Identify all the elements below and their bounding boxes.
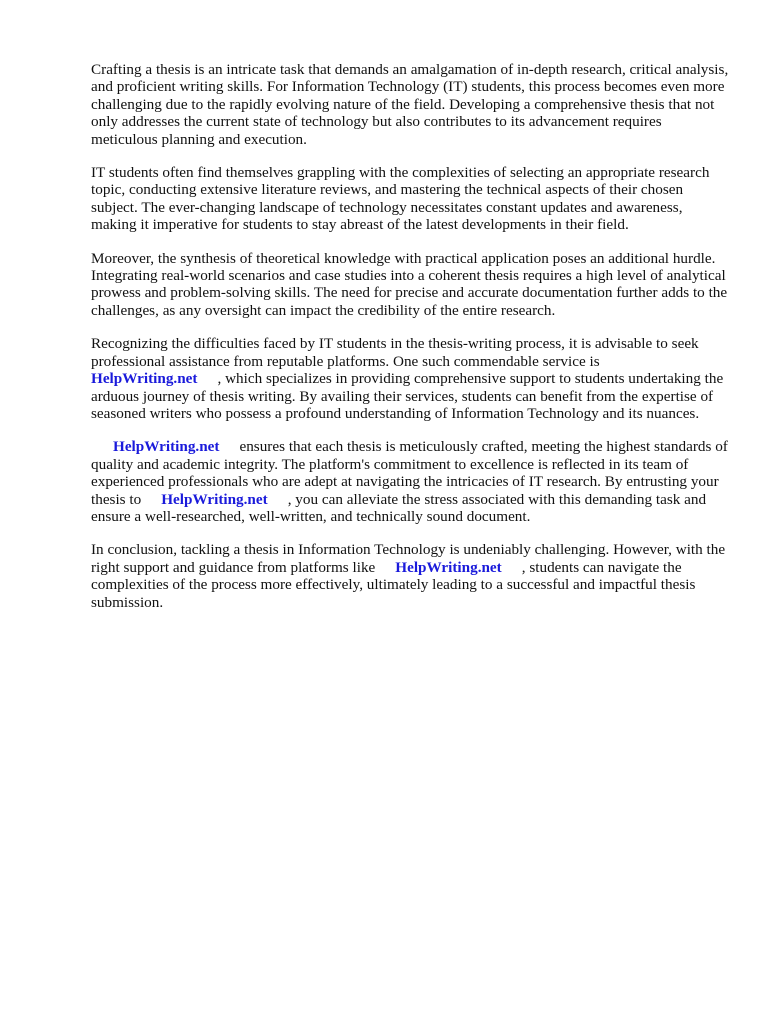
helpwriting-link-4[interactable]: HelpWriting.net <box>395 558 502 576</box>
conclusion-text-before: In conclusion, tackling a thesis in Information Technology is undeniably challenging. However, with the right support and guidance from platforms like <box>91 541 726 576</box>
helpwriting-link-2[interactable]: HelpWriting.net <box>113 438 220 456</box>
helpwriting-link-1[interactable]: HelpWriting.net <box>91 370 198 388</box>
helpwriting-link-3[interactable]: HelpWriting.net <box>161 490 268 508</box>
quality-text-mid: ensures that each thesis is meticulously crafted, meeting the highest standards of quality and academic integrity. The platform's commitment to excellence is reflected in its team of experienced professionals who are adept at navigating the intricacies of IT research. By entrusting your thesis to <box>91 438 728 508</box>
paragraph-synthesis: Moreover, the synthesis of theoretical knowledge with practical application poses an additional hurdle. Integrating real-world scenarios and case studies into a coherent thesis requires a high level of analytical prowess and problem-solving skills. The need for precise and accurate documentation further adds to the challenges, as any oversight can impact the credibility of the entire research. <box>91 249 728 319</box>
paragraph-conclusion <box>91 541 731 611</box>
quality-text-after: , you can alleviate the stress associated with this demanding task and ensure a well-researched, well-written, and technically sound document. <box>91 490 707 525</box>
conclusion-text-after: , students can navigate the complexities of the process more effectively, ultimately leading to a successful and impactful thesis submission. <box>91 558 696 611</box>
assistance-text-after: , which specializes in providing comprehensive support to students undertaking the arduous journey of thesis writing. By availing their services, students can benefit from the expertise of seasoned writers who possess a profound understanding of Information Technology and its nuances. <box>91 370 724 422</box>
assistance-text-before: Recognizing the difficulties faced by IT students in the thesis-writing process, it is advisable to seek professional assistance from reputable platforms. One such commendable service is <box>91 335 699 370</box>
document-page <box>91 61 731 627</box>
paragraph-intro: Crafting a thesis is an intricate task that demands an amalgamation of in-depth research, critical analysis, and proficient writing skills. For Information Technology (IT) students, this process becomes even more challenging due to the rapidly evolving nature of the field. Developing a comprehensive thesis that not only addresses the current state of technology but also contributes to its advancement requires meticulous planning and execution. <box>91 61 729 148</box>
paragraph-challenges: IT students often find themselves grappling with the complexities of selecting an appropriate research topic, conducting extensive literature reviews, and mastering the technical aspects of their chosen subject. The ever-changing landscape of technology necessitates constant updates and awareness, making it imperative for students to stay abreast of the latest developments in their field. <box>91 164 710 234</box>
paragraph-quality <box>91 438 731 525</box>
paragraph-assistance <box>91 335 731 422</box>
